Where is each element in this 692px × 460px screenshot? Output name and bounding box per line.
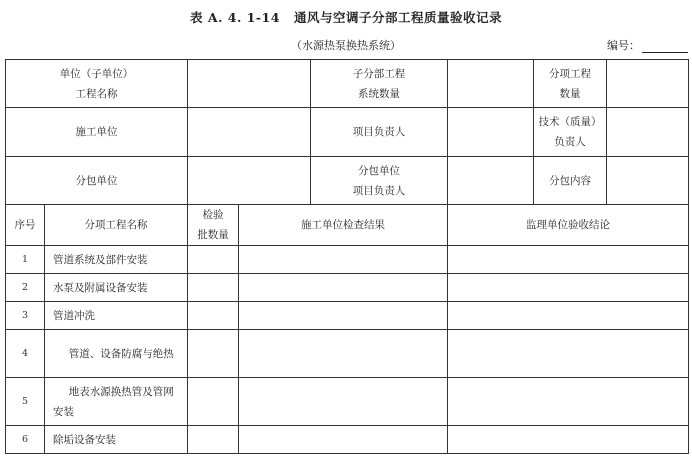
row-no: 6 [6,426,45,454]
row-no: 3 [6,302,45,330]
row-name: 管道系统及部件安装 [45,246,188,274]
row-check [239,330,448,378]
col-check: 施工单位检查结果 [239,205,448,246]
row-check [239,246,448,274]
item-count-label: 分项工程 数量 [534,60,607,107]
row-check [239,302,448,330]
row-conclusion [448,378,689,426]
number-blank [642,40,688,53]
row-check [239,426,448,454]
sub-leader-label: 分包单位 项目负责人 [311,157,448,205]
document-title [0,8,692,26]
table-row [6,302,689,330]
row-no: 5 [6,378,45,426]
acceptance-table [5,59,689,454]
row-conclusion [448,426,689,454]
project-leader-value [448,108,534,157]
tech-leader-cell [534,108,689,157]
tech-leader-label: 技术（质量） 负责人 [534,108,607,156]
row-batch [188,378,239,426]
row-no: 2 [6,274,45,302]
sub-unit-value [188,157,311,205]
row-name: 地表水源换热管及管网安装 [45,378,188,426]
col-name: 分项工程名称 [45,205,188,246]
table-row [6,330,689,378]
row-name: 除垢设备安装 [45,426,188,454]
row-no: 1 [6,246,45,274]
info-row-subcontract [6,157,689,205]
project-leader-label: 项目负责人 [311,108,448,157]
row-batch [188,302,239,330]
col-conclusion: 监理单位验收结论 [448,205,689,246]
row-name: 水泵及附属设备安装 [45,274,188,302]
unit-name-value [188,60,311,108]
sub-content-cell [534,157,689,205]
construction-unit-value [188,108,311,157]
sub-unit-label: 分包单位 [6,157,188,205]
table-row [6,274,689,302]
col-batch: 检验 批数量 [188,205,239,246]
row-batch [188,246,239,274]
tech-leader-value [607,108,688,156]
row-batch [188,426,239,454]
subdivision-label: 子分部工程 系统数量 [311,60,448,108]
row-conclusion [448,302,689,330]
row-name: 管道、设备防腐与绝热 [45,330,188,378]
number-label: 编号： [607,39,640,52]
table-row [6,426,689,454]
row-conclusion [448,246,689,274]
table-code: 表 A. 4. 1-14 [190,10,280,25]
row-conclusion [448,274,689,302]
construction-unit-label: 施工单位 [6,108,188,157]
table-title: 通风与空调子分部工程质量验收记录 [293,10,502,25]
column-header-row [6,205,689,246]
row-no: 4 [6,330,45,378]
col-seq: 序号 [6,205,45,246]
table-row [6,246,689,274]
row-conclusion [448,330,689,378]
row-batch [188,330,239,378]
item-count-cell [534,60,689,108]
item-count-value [607,60,688,107]
info-row-construction [6,108,689,157]
subdivision-value [448,60,534,108]
row-check [239,274,448,302]
table-row [6,378,689,426]
document-subtitle: （水源热泵换热系统） [291,39,401,52]
sub-content-label: 分包内容 [534,157,607,204]
sub-leader-value [448,157,534,205]
row-batch [188,274,239,302]
unit-name-label: 单位（子单位） 工程名称 [6,60,188,108]
number-field [607,37,688,53]
row-name: 管道冲洗 [45,302,188,330]
row-check [239,378,448,426]
sub-content-value [607,157,688,204]
info-row-project [6,60,689,108]
